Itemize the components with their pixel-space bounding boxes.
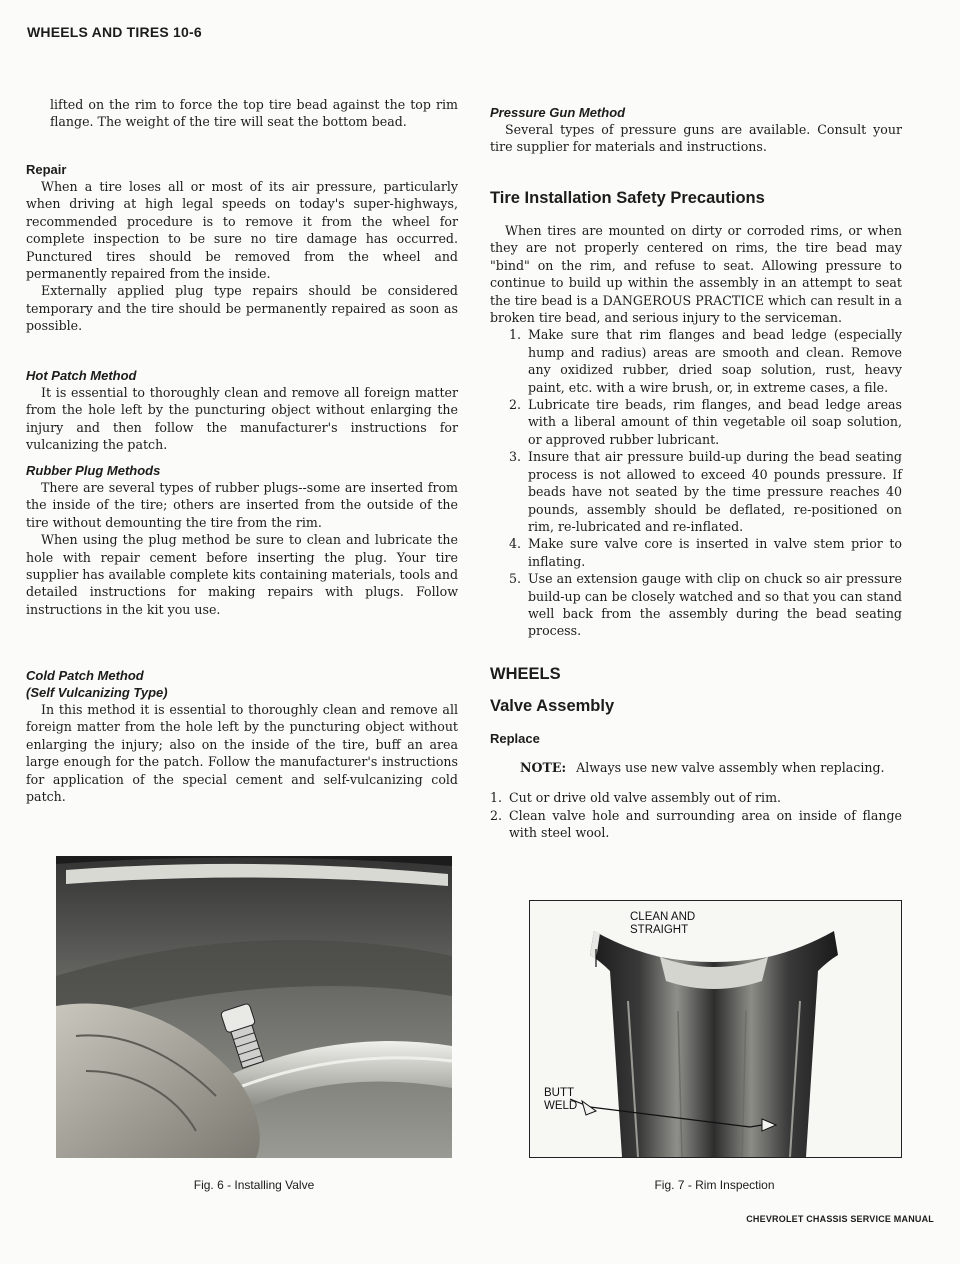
valve-assembly-heading: Valve Assembly bbox=[490, 697, 615, 715]
rubber-plug-paragraph-1: There are several types of rubber plugs--some are inserted from the inside of the tire; others are inserted from the outside of the tire without demounting the tire from the rim. bbox=[26, 480, 458, 530]
list-item: 4. Make sure valve core is inserted in valve stem prior to inflating. bbox=[509, 536, 902, 569]
rim-inspection-illustration bbox=[530, 901, 901, 1157]
note-block bbox=[490, 759, 902, 776]
wheels-section bbox=[490, 664, 902, 842]
pressure-gun-heading: Pressure Gun Method bbox=[490, 105, 626, 120]
figure-7-label-clean-and-straight: CLEAN AND STRAIGHT bbox=[630, 911, 696, 936]
safety-heading: Tire Installation Safety Precautions bbox=[490, 189, 765, 207]
repair-heading: Repair bbox=[26, 162, 67, 177]
list-item: 2. Clean valve hole and surrounding area on inside of flange with steel wool. bbox=[490, 807, 902, 841]
page-header: WHEELS AND TIRES 10-6 bbox=[27, 24, 202, 40]
cold-patch-section bbox=[26, 667, 458, 805]
intro-paragraph: lifted on the rim to force the top tire bead against the top rim flange. The weight of the tire will seat the bottom bead. bbox=[50, 97, 458, 130]
wheels-heading: WHEELS bbox=[490, 665, 561, 683]
installing-valve-illustration bbox=[56, 856, 452, 1158]
safety-section bbox=[490, 188, 902, 640]
cold-patch-paragraph: In this method it is essential to thoroughly clean and remove all foreign matter from the hole left by the puncturing object without enlarging the injury; also on the inside of the tire, buff an area large enough for the patch. Follow the manufacturer's instructions for application of the special cement and self-vulcanizing cold patch. bbox=[26, 702, 458, 805]
list-item: 1. Make sure that rim flanges and bead ledge (especially hump and radius) areas are smooth and clean. Remove any oxidized rubber, dried soap solution, rust, heavy paint, etc. with a wire brush, or, in extreme cases, a file. bbox=[509, 327, 902, 395]
figure-6-installing-valve-photo bbox=[56, 856, 452, 1158]
note-text: Always use new valve assembly when replacing. bbox=[576, 760, 885, 775]
page-footer: CHEVROLET CHASSIS SERVICE MANUAL bbox=[746, 1214, 934, 1224]
safety-paragraph: When tires are mounted on dirty or corroded rims, or when they are not properly centered on rims, the tire bead may "bind" on the rim, and refuse to seat. Allowing pressure to continue to build up within the assembly in an attempt to seat the tire bead is a DANGEROUS PRACTICE which can result in a broken tire bead, and serious injury to the serviceman. bbox=[490, 223, 902, 326]
figure-7-label-butt-weld: BUTT WELD bbox=[544, 1087, 578, 1112]
rubber-plug-paragraph-2: When using the plug method be sure to clean and lubricate the hole with repair cement before inserting the plug. Your tire supplier has available complete kits containing materials, tools and detailed instructions for making repairs with plugs. Follow instructions in the kit you use. bbox=[26, 532, 458, 617]
safety-steps-list bbox=[490, 326, 902, 639]
repair-paragraph-2: Externally applied plug type repairs should be considered temporary and the tire should be permanently repaired as soon as possible. bbox=[26, 283, 458, 334]
replace-steps-list bbox=[490, 789, 902, 841]
note-label: NOTE: bbox=[520, 760, 567, 775]
replace-heading: Replace bbox=[490, 731, 540, 746]
figure-7-rim-inspection-photo bbox=[529, 900, 902, 1158]
repair-paragraph-1: When a tire loses all or most of its air pressure, particularly when driving at high legal speeds on today's super-highways, recommended procedure is to remove it from the wheel for complete inspection to be sure no tire damage has occurred. Punctured tires should be removed from the wheel and permanently repaired from the inside. bbox=[26, 179, 458, 282]
list-item: 5. Use an extension gauge with clip on chuck so air pressure build-up can be closely watched and so that you can stand well back from the assembly during the bead seating process. bbox=[509, 571, 902, 639]
cold-patch-heading: Cold Patch Method bbox=[26, 668, 144, 683]
rubber-plug-section bbox=[26, 462, 458, 618]
cold-patch-subheading: (Self Vulcanizing Type) bbox=[26, 685, 168, 700]
intro-block bbox=[26, 96, 458, 131]
list-item: 3. Insure that air pressure build-up during the bead seating process is not allowed to exceed 40 pounds pressure. If beads have not seated by the time pressure reaches 40 pounds, assembly should be deflated, re-positioned on rim, re-lubricated and re-inflated. bbox=[509, 449, 902, 534]
list-item: 2. Lubricate tire beads, rim flanges, and bead ledge areas with a liberal amount of thin vegetable oil soap solution, or approved rubber lubricant. bbox=[509, 397, 902, 447]
list-item: 1. Cut or drive old valve assembly out of rim. bbox=[490, 790, 782, 806]
pressure-gun-section bbox=[490, 104, 902, 156]
hot-patch-heading: Hot Patch Method bbox=[26, 368, 137, 383]
figure-7-caption: Fig. 7 - Rim Inspection bbox=[654, 1178, 775, 1192]
figure-6-caption: Fig. 6 - Installing Valve bbox=[193, 1178, 315, 1192]
rubber-plug-heading: Rubber Plug Methods bbox=[26, 463, 161, 478]
hot-patch-section bbox=[26, 367, 458, 454]
hot-patch-paragraph: It is essential to thoroughly clean and remove all foreign matter from the hole left by the puncturing object without enlarging the injury and then follow the manufacturer's instructions for vulcanizing the patch. bbox=[26, 385, 458, 453]
repair-section bbox=[26, 161, 458, 335]
pressure-gun-paragraph: Several types of pressure guns are available. Consult your tire supplier for materials and instructions. bbox=[490, 122, 902, 155]
